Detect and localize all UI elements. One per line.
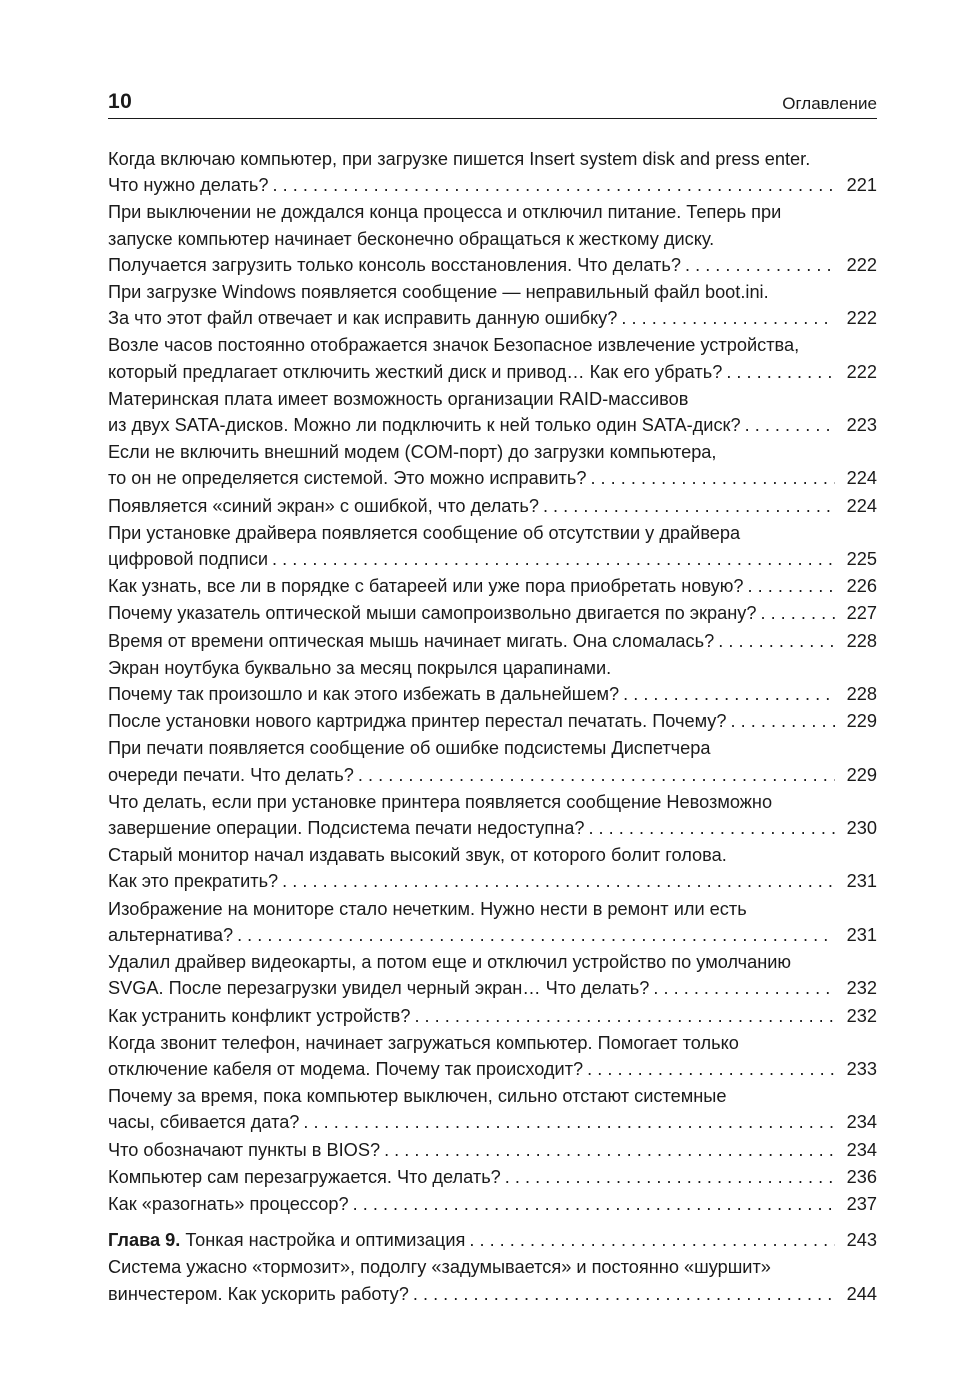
toc-entry	[108, 493, 877, 519]
toc-entry-text: то он не определяется системой. Это можно исправить?	[108, 468, 587, 489]
dot-leader	[588, 815, 835, 841]
toc-entry-text: При печати появляется сообщение об ошибке подсистемы Диспетчера	[108, 738, 711, 759]
toc-page-number: 232	[846, 1005, 877, 1026]
toc-entry	[108, 628, 877, 654]
toc-entry-leader-line	[108, 465, 877, 491]
toc-page-number: 232	[846, 978, 877, 999]
toc-entry	[108, 439, 877, 491]
dot-leader	[272, 546, 835, 572]
toc-entry-text: Система ужасно «тормозит», подолгу «задумывается» и постоянно «шуршит»	[108, 1257, 771, 1278]
toc-entry-leader-line	[108, 922, 877, 948]
toc-entry-leader-line	[108, 1191, 877, 1217]
toc-entry-text: Получается загрузить только консоль восстановления. Что делать?	[108, 254, 681, 275]
toc-entry-leader-line	[108, 1164, 877, 1190]
toc-entry-text: За что этот файл отвечает и как исправить данную ошибку?	[108, 308, 618, 329]
dot-leader	[469, 1227, 835, 1253]
toc-entry	[108, 146, 877, 198]
toc-page-number: 228	[846, 630, 877, 651]
dot-leader	[358, 762, 835, 788]
toc-page-number: 226	[846, 576, 877, 597]
toc-entry	[108, 1003, 877, 1029]
toc-page-number: 237	[846, 1193, 877, 1214]
toc-entry-text: часы, сбивается дата?	[108, 1112, 300, 1133]
toc-entry-leader-line	[108, 1109, 877, 1135]
section-title: Оглавление	[782, 94, 877, 113]
toc-entry	[108, 386, 877, 438]
dot-leader	[760, 600, 835, 626]
dot-leader	[731, 708, 835, 734]
toc-entry-text: Как «разогнать» процессор?	[108, 1193, 349, 1214]
toc-page-number: 225	[846, 549, 877, 570]
chapter-title-group	[108, 1227, 465, 1253]
toc-entry-text: Когда включаю компьютер, при загрузке пишется Insert system disk and press enter.	[108, 149, 811, 169]
toc-entry	[108, 655, 877, 707]
toc-entry-text: Компьютер сам перезагружается. Что делать?	[108, 1166, 501, 1187]
toc-page-number: 234	[846, 1112, 877, 1133]
toc-entry-text: SVGA. После перезагрузки увидел черный экран… Что делать?	[108, 978, 650, 999]
dot-leader	[414, 1003, 835, 1029]
toc-entry-text: винчестером. Как ускорить работу?	[108, 1283, 409, 1304]
toc-entry	[108, 1083, 877, 1135]
dot-leader	[590, 465, 835, 491]
toc-entry-text: Почему указатель оптической мыши самопроизвольно двигается по экрану?	[108, 603, 757, 624]
toc-entry-text: отключение кабеля от модема. Почему так происходит?	[108, 1058, 584, 1079]
toc-entry-text: завершение операции. Подсистема печати недоступна?	[108, 818, 585, 839]
toc-entry-text: Время от времени оптическая мышь начинает мигать. Она сломалась?	[108, 630, 715, 651]
running-head	[108, 88, 877, 119]
toc-page-number: 222	[846, 308, 877, 329]
toc-entry-text: из двух SATA-дисков. Можно ли подключить к ней только один SATA-диск?	[108, 415, 741, 436]
toc-entry-leader-line	[108, 1056, 877, 1082]
toc-entry	[108, 1191, 877, 1217]
toc-page-number: 229	[846, 711, 877, 732]
page	[108, 88, 877, 1307]
toc-entry	[108, 279, 877, 331]
dot-leader	[273, 172, 835, 198]
toc-entry-text: Как это прекратить?	[108, 871, 279, 892]
toc-entry-text: Если не включить внешний модем (COM-порт) до загрузки компьютера,	[108, 442, 717, 463]
toc-entry-leader-line	[108, 868, 877, 894]
toc-entry-text: Удалил драйвер видеокарты, а потом еще и отключил устройство по умолчанию	[108, 952, 792, 973]
toc-page-number: 231	[846, 871, 877, 892]
toc-entry-leader-line	[108, 762, 877, 788]
toc-entry-leader-line	[108, 708, 877, 734]
toc-page-number: 223	[846, 415, 877, 436]
toc-entry-leader-line	[108, 305, 877, 331]
dot-leader	[413, 1281, 835, 1307]
toc-entry	[108, 949, 877, 1001]
dot-leader	[748, 573, 835, 599]
dot-leader	[505, 1164, 835, 1190]
chapter-title: Тонкая настройка и оптимизация	[185, 1230, 466, 1251]
toc-entry-text: При загрузке Windows появляется сообщение — неправильный файл boot.ini.	[108, 282, 769, 303]
dot-leader	[653, 975, 835, 1001]
toc-page-number: 224	[846, 468, 877, 489]
toc-entry-text: Возле часов постоянно отображается значок Безопасное извлечение устройства,	[108, 335, 800, 356]
toc-page-number: 222	[846, 254, 877, 275]
toc-entry-text: Как устранить конфликт устройств?	[108, 1005, 411, 1026]
chapter-label: Глава 9.	[108, 1230, 181, 1251]
dot-leader	[621, 305, 835, 331]
toc-entry-text: который предлагает отключить жесткий диск и привод… Как его убрать?	[108, 361, 723, 382]
toc-entry-leader-line	[108, 1003, 877, 1029]
toc-entry	[108, 520, 877, 572]
toc-entry	[108, 332, 877, 384]
toc-entry-leader-line	[108, 172, 877, 198]
toc-entry-text: Что обозначают пункты в BIOS?	[108, 1139, 381, 1160]
dot-leader	[237, 922, 835, 948]
dot-leader	[353, 1191, 835, 1217]
toc-entry	[108, 600, 877, 626]
toc-entry	[108, 1137, 877, 1163]
toc-entry-text: Что нужно делать?	[108, 175, 269, 196]
toc-entry-leader-line	[108, 975, 877, 1001]
toc-entry-leader-line	[108, 1227, 877, 1253]
toc-entry-text: Почему так произошло и как этого избежать в дальнейшем?	[108, 684, 620, 705]
toc-entry	[108, 573, 877, 599]
toc-entry-leader-line	[108, 600, 877, 626]
toc-page-number: 233	[846, 1058, 877, 1079]
toc-entry	[108, 896, 877, 948]
toc-entry-text: очереди печати. Что делать?	[108, 764, 354, 785]
toc-entry-leader-line	[108, 1137, 877, 1163]
toc-page-number: 244	[846, 1283, 877, 1304]
toc-entry-text: Когда звонит телефон, начинает загружаться компьютер. Помогает только	[108, 1032, 739, 1053]
toc-entry-text: Экран ноутбука буквально за месяц покрылся царапинами.	[108, 657, 612, 678]
dot-leader	[587, 1056, 835, 1082]
dot-leader	[745, 412, 835, 438]
dot-leader	[543, 493, 835, 519]
toc-entry	[108, 789, 877, 841]
toc-entry-leader-line	[108, 815, 877, 841]
toc-page-number: 231	[846, 924, 877, 945]
chapter-heading	[108, 1227, 877, 1253]
toc-page-number: 229	[846, 764, 877, 785]
toc-entry-text: альтернатива?	[108, 924, 234, 945]
toc-entry	[108, 1254, 877, 1306]
dot-leader	[718, 628, 835, 654]
toc-page-number: 243	[846, 1230, 877, 1251]
toc-entry	[108, 1030, 877, 1082]
dot-leader	[384, 1137, 835, 1163]
toc-entry-leader-line	[108, 493, 877, 519]
table-of-contents	[108, 146, 877, 1307]
dot-leader	[623, 681, 835, 707]
toc-entry-text: Материнская плата имеет возможность организации RAID-массивов	[108, 388, 689, 409]
toc-entry-text: Как узнать, все ли в порядке с батареей или уже пора приобретать новую?	[108, 576, 744, 597]
dot-leader	[685, 252, 835, 278]
toc-entry-text: После установки нового картриджа принтер перестал печатать. Почему?	[108, 711, 727, 732]
toc-entry-leader-line	[108, 546, 877, 572]
page-number: 10	[108, 90, 133, 113]
toc-page-number: 221	[846, 175, 877, 196]
toc-page-number: 236	[846, 1166, 877, 1187]
toc-entry-leader-line	[108, 359, 877, 385]
toc-entry-text: Изображение на мониторе стало нечетким. Нужно нести в ремонт или есть	[108, 898, 747, 919]
toc-page-number: 227	[846, 603, 877, 624]
toc-entry-leader-line	[108, 412, 877, 438]
toc-entry-text: Почему за время, пока компьютер выключен, сильно отстают системные	[108, 1086, 727, 1107]
toc-entry-text: При выключении не дождался конца процесса и отключил питание. Теперь при	[108, 202, 782, 223]
toc-page-number: 224	[846, 495, 877, 516]
toc-entry-text: При установке драйвера появляется сообщение об отсутствии у драйвера	[108, 522, 741, 543]
toc-entry	[108, 708, 877, 734]
toc-entry-leader-line	[108, 1281, 877, 1307]
toc-entry-text: Старый монитор начал издавать высокий звук, от которого болит голова.	[108, 845, 727, 866]
toc-entry	[108, 735, 877, 787]
dot-leader	[303, 1109, 835, 1135]
toc-entry-text: цифровой подписи	[108, 549, 268, 570]
toc-entry-leader-line	[108, 252, 877, 278]
dot-leader	[282, 868, 835, 894]
toc-page-number: 230	[846, 818, 877, 839]
toc-entry-text: запуске компьютер начинает бесконечно обращаться к жесткому диску.	[108, 228, 715, 249]
toc-entry-text: Появляется «синий экран» с ошибкой, что делать?	[108, 495, 539, 516]
toc-entry	[108, 199, 877, 278]
toc-entry-leader-line	[108, 628, 877, 654]
toc-page-number: 228	[846, 684, 877, 705]
toc-entry-leader-line	[108, 681, 877, 707]
toc-entry-text: Что делать, если при установке принтера появляется сообщение Невозможно	[108, 791, 773, 812]
toc-page-number: 234	[846, 1139, 877, 1160]
dot-leader	[726, 359, 835, 385]
toc-entry-leader-line	[108, 573, 877, 599]
toc-page-number: 222	[846, 361, 877, 382]
toc-entry	[108, 842, 877, 894]
toc-entry	[108, 1164, 877, 1190]
